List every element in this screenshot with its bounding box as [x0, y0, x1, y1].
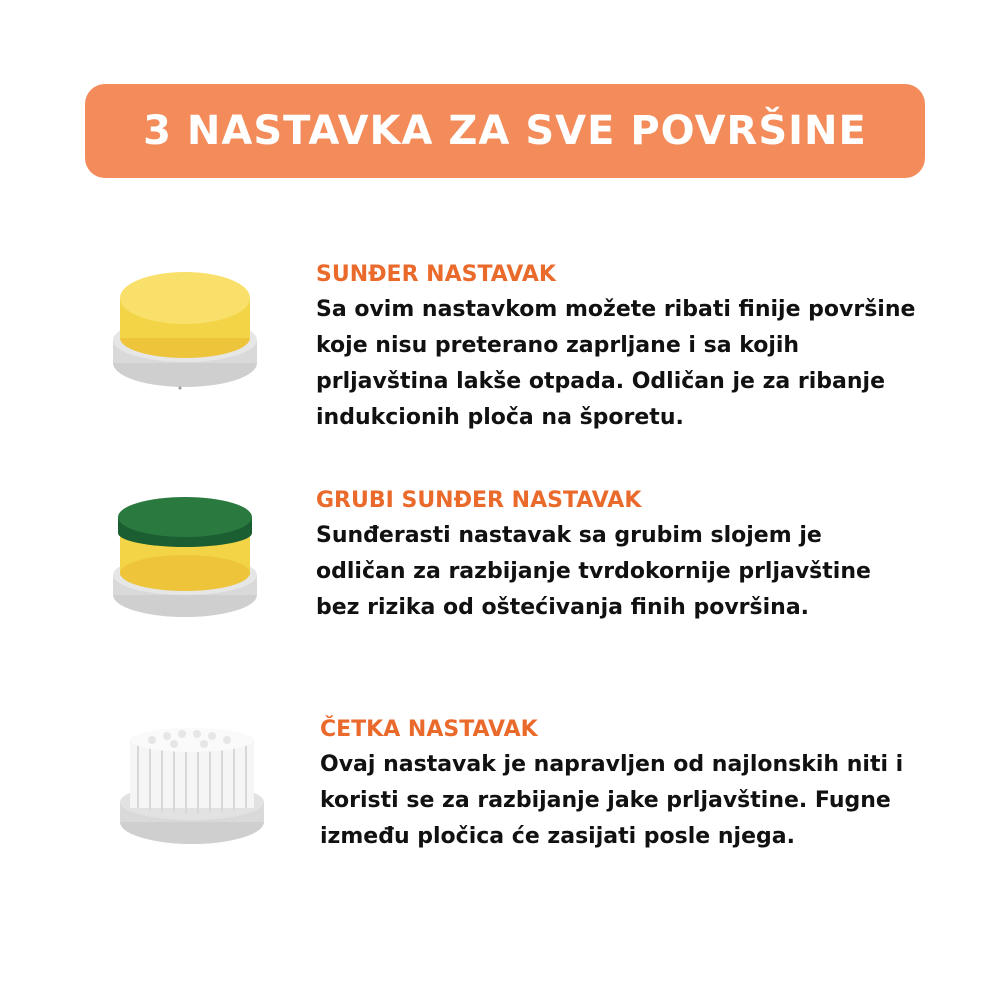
title-banner: [85, 84, 925, 178]
sponge-attachment-icon: [100, 268, 270, 402]
page-title: 3 NASTAVKA ZA SVE POVRŠINE: [143, 108, 867, 154]
feature-title: ČETKA NASTAVAK: [320, 717, 538, 742]
feature-description: Sa ovim nastavkom možete ribati finije površine koje nisu preterano zaprljane i sa kojih prljavština lakše otpada. Odličan je za ribanje indukcionih ploča na šporetu.: [316, 297, 916, 430]
feature-title: SUNĐER NASTAVAK: [316, 262, 556, 287]
feature-description: Ovaj nastavak je napravljen od najlonskih niti i koristi se za razbijanje jake prljavštine. Fugne između pločica će zasijati posle njega.: [320, 752, 904, 849]
feature-description: Sunđerasti nastavak sa grubim slojem je odličan za razbijanje tvrdokornije prljavštine bez rizika od oštećivanja finih površina.: [316, 523, 871, 620]
feature-title: GRUBI SUNĐER NASTAVAK: [316, 488, 642, 513]
brush-attachment-icon: [112, 722, 272, 856]
scrub-sponge-attachment-icon: [100, 495, 270, 629]
